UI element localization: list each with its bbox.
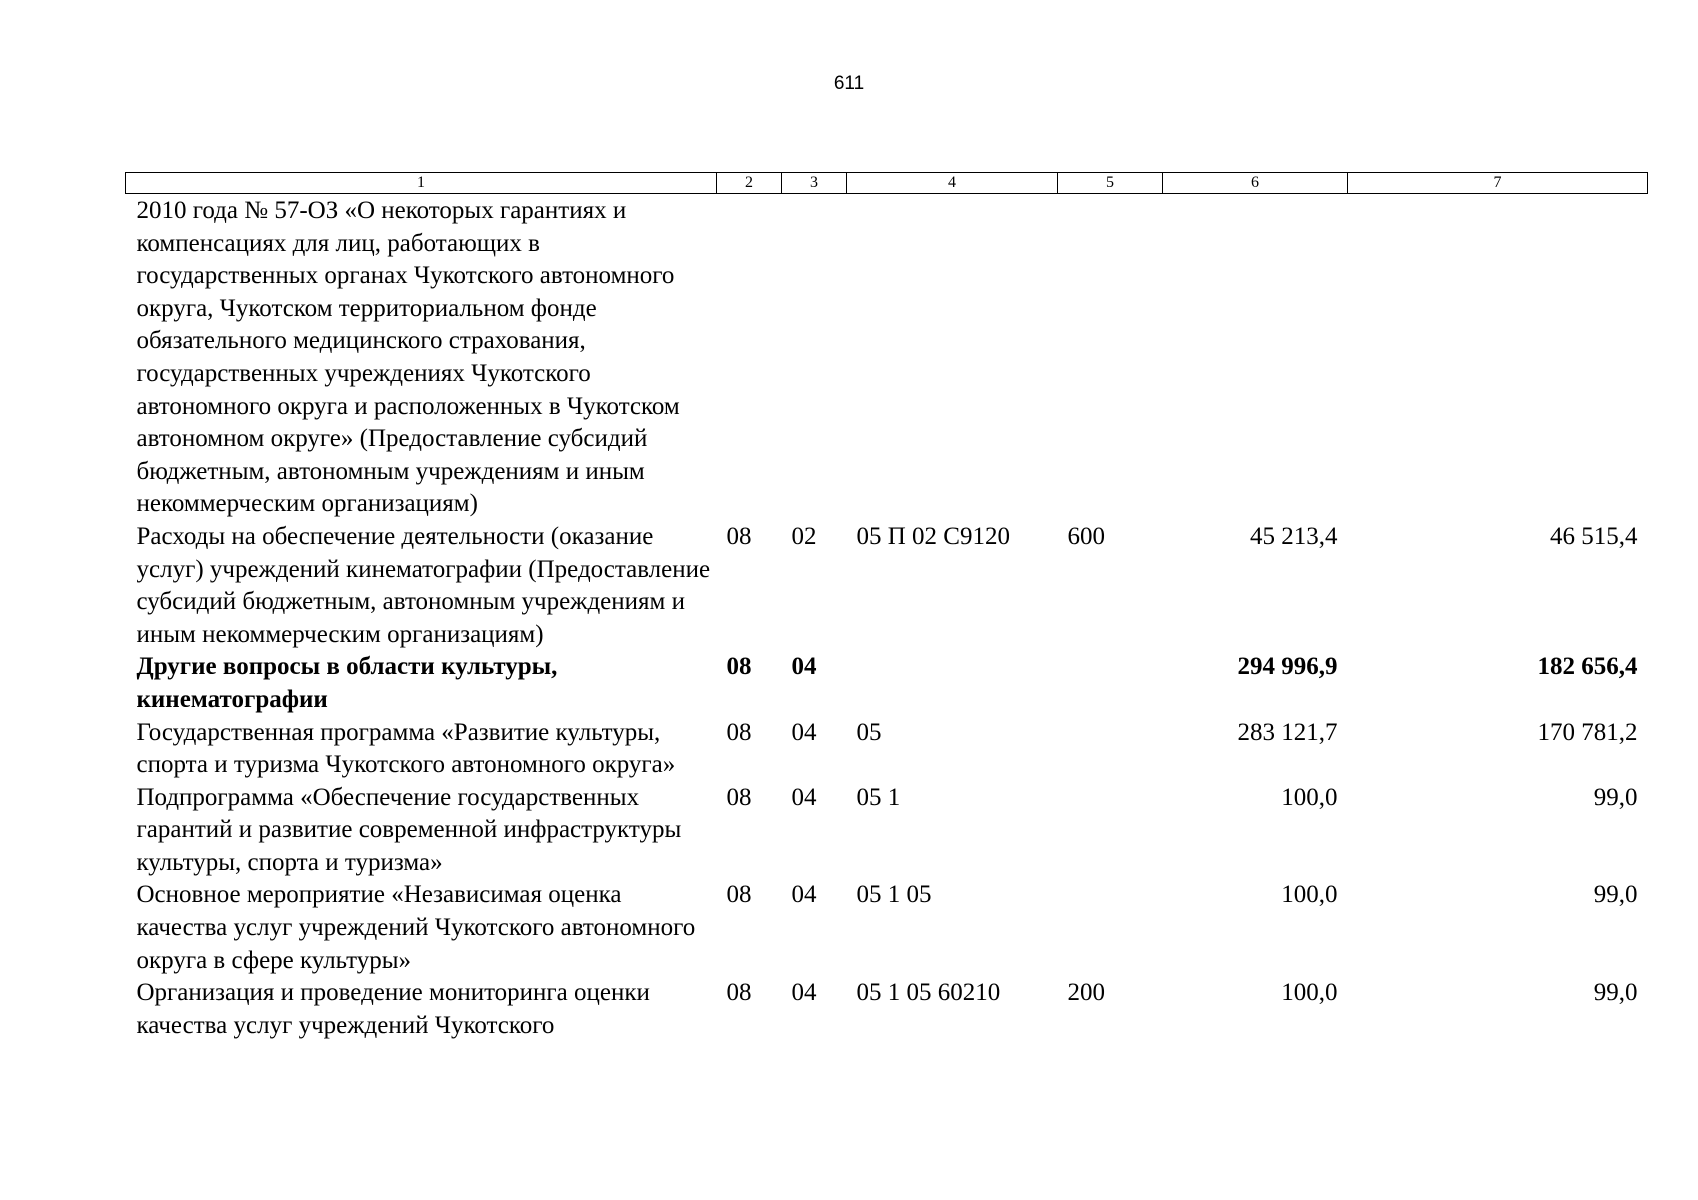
expense-type-code-cell — [1058, 782, 1163, 880]
expense-type-code-cell — [1058, 194, 1163, 521]
item-name-cell: Организация и проведение мониторинга оценки качества услуг учреждений Чукотского — [136, 979, 650, 1039]
expense-type-code-cell — [1058, 879, 1163, 977]
subsection-code-cell: 04 — [791, 783, 817, 811]
item-name-cell: Другие вопросы в области культуры, кинематографии — [136, 653, 558, 713]
amount-year-1-cell — [1163, 194, 1348, 521]
section-code-cell — [717, 194, 782, 521]
table-row — [126, 521, 1648, 651]
amount-year-2-cell: 46 515,4 — [1550, 522, 1638, 550]
table-row — [126, 782, 1648, 880]
table-row — [126, 879, 1648, 977]
amount-year-2-cell: 182 656,4 — [1537, 653, 1638, 681]
target-article-code-cell — [847, 651, 1058, 716]
item-name-cell: 2010 года № 57-ОЗ «О некоторых гарантиях и компенсациях для лиц, работающих в государственных органах Чукотского автономного округа, Чукотском территориальном фонде обязательного медицинского страхования, государственных учреждениях Чукотского автономного округа и расположенных в Чукотском автономном округе» (Предоставление субсидий бюджетным, автономным учреждениям и иным некоммерческим организациям) — [136, 197, 680, 518]
amount-year-2-cell: 99,0 — [1593, 881, 1638, 909]
item-name-cell: Основное мероприятие «Независимая оценка качества услуг учреждений Чукотского автономного округа в сфере культуры» — [136, 881, 696, 974]
subsection-code-cell: 04 — [791, 979, 817, 1007]
column-header: 5 — [1058, 173, 1163, 194]
amount-year-1-cell: 45 213,4 — [1250, 522, 1338, 550]
target-article-code-cell: 05 П 02 С9120 — [856, 522, 1010, 550]
section-code-cell: 08 — [726, 979, 752, 1007]
page-number: 611 — [833, 73, 865, 94]
subsection-code-cell: 04 — [791, 653, 817, 681]
subsection-code-cell — [782, 194, 847, 521]
table-row — [126, 717, 1648, 782]
item-name-cell: Государственная программа «Развитие культуры, спорта и туризма Чукотского автономного округа» — [136, 718, 676, 779]
target-article-code-cell: 05 1 05 60210 — [856, 979, 1001, 1007]
table-row — [126, 977, 1648, 1042]
column-header: 6 — [1163, 173, 1348, 194]
column-header: 1 — [126, 173, 717, 194]
amount-year-2-cell: 170 781,2 — [1537, 718, 1638, 746]
section-code-cell: 08 — [726, 653, 752, 681]
item-name-cell: Расходы на обеспечение деятельности (оказание услуг) учреждений кинематографии (Предоставление субсидий бюджетным, автономным учреждениям и иным некоммерческим организациям) — [136, 522, 711, 648]
amount-year-2-cell — [1348, 194, 1648, 521]
section-code-cell: 08 — [726, 783, 752, 811]
target-article-code-cell — [847, 194, 1058, 521]
table-row — [126, 651, 1648, 716]
amount-year-2-cell: 99,0 — [1593, 979, 1638, 1007]
column-number-row — [126, 173, 1648, 194]
amount-year-1-cell: 100,0 — [1281, 783, 1338, 811]
amount-year-1-cell: 100,0 — [1281, 979, 1338, 1007]
amount-year-1-cell: 100,0 — [1281, 881, 1338, 909]
target-article-code-cell: 05 — [856, 718, 882, 746]
subsection-code-cell: 04 — [791, 718, 817, 746]
amount-year-2-cell: 99,0 — [1593, 783, 1638, 811]
expense-type-code-cell — [1058, 717, 1163, 782]
table-body — [126, 194, 1648, 1043]
expense-type-code-cell — [1058, 651, 1163, 716]
section-code-cell: 08 — [726, 718, 752, 746]
section-code-cell: 08 — [726, 881, 752, 909]
amount-year-1-cell: 294 996,9 — [1237, 653, 1338, 681]
column-header: 3 — [782, 173, 847, 194]
expense-type-code-cell: 200 — [1067, 979, 1105, 1007]
section-code-cell: 08 — [726, 522, 752, 550]
subsection-code-cell: 02 — [791, 522, 817, 550]
column-header: 7 — [1348, 173, 1648, 194]
budget-table — [125, 172, 1648, 1042]
column-header: 4 — [847, 173, 1058, 194]
target-article-code-cell: 05 1 — [856, 783, 901, 811]
target-article-code-cell: 05 1 05 — [856, 881, 932, 909]
expense-type-code-cell: 600 — [1067, 522, 1105, 550]
item-name-cell: Подпрограмма «Обеспечение государственных гарантий и развитие современной инфраструктуры культуры, спорта и туризма» — [136, 783, 682, 876]
amount-year-1-cell: 283 121,7 — [1237, 718, 1338, 746]
column-header: 2 — [717, 173, 782, 194]
subsection-code-cell: 04 — [791, 881, 817, 909]
table-row — [126, 194, 1648, 521]
